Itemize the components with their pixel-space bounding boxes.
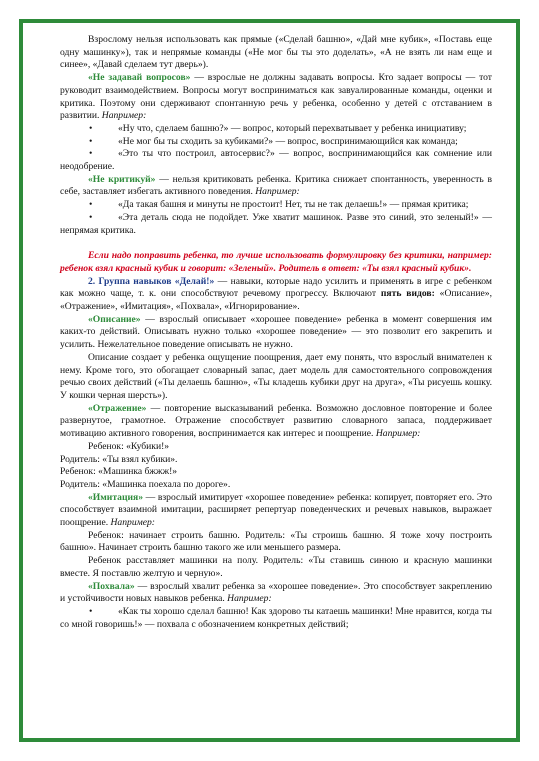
dialog-line: Родитель: «Ты взял кубики».: [60, 453, 178, 465]
heading-reflection: «Отражение»: [88, 402, 147, 414]
heading-imitation: «Имитация»: [88, 491, 143, 503]
heading-no-criticism: «Не критикуй»: [88, 173, 156, 185]
paragraph-imitation: «Имитация» — взрослый имитирует «хорошее поведение» ребенка: копирует, повторяет его. Это способствует взаимной имитации, расширяет репертуар поведенческих и речевых навыков, выражает поощрение. Например:: [60, 491, 492, 529]
list-item: • «Это ты что построил, автосервис?» — вопрос, воспринимающийся как сомнение или неодобрение.: [60, 148, 492, 173]
bullet-icon: •: [89, 211, 93, 223]
heading-praise: «Похвала»: [88, 580, 135, 592]
paragraph-no-questions: «Не задавай вопросов» — взрослые не должны задавать вопросы. Кто задает вопросы — тот руководит взаимодействием. Вопросы могут восприниматься как завуалированные команды, оценки и критика. Поэтому они сдерживают спонтанную речь у ребенка, особенно у детей с отставанием в развитии. Например:: [60, 72, 492, 122]
bullet-icon: •: [89, 199, 93, 211]
heading-no-questions: «Не задавай вопросов»: [88, 72, 191, 84]
paragraph-reflection: «Отражение» — повторение высказываний ребенка. Возможно дословное повторение и более развернутое, грамотное. Отражение способствует развитию словарного запаса, поддерживает мотивацию активного говорения, воспринимается как интерес и поощрение. Например:: [60, 402, 492, 440]
bullet-icon: •: [89, 122, 93, 134]
paragraph-description-2: Описание создает у ребенка ощущение поощрения, дает ему понять, что взрослый внимателен к нему. Кроме того, это обогащает словарный запас, дает модель для самостоятельного сопровождения речью своих действий («Ты делаешь башню», «Ты кладешь кубики друг на друга», «Ты рисуешь кошку. У кошки черная шерсть»).: [60, 351, 492, 401]
paragraph-intro: Взрослому нельзя использовать как прямые («Сделай башню», «Дай мне кубик», «Поставь еще одну машинку»), так и непрямые команды («Не мог бы ты это доделать», «А не взять ли нам еще и синее», «Давай сделаем тут дверь»).: [60, 34, 492, 71]
list-item: • «Не мог бы ты сходить за кубиками?» — вопрос, воспринимающийся как команда;: [89, 135, 458, 147]
paragraph-praise: «Похвала» — взрослый хвалит ребенка за «хорошее поведение». Это способствует закреплению и устойчивости новых навыков ребенка. Например:: [60, 580, 492, 605]
paragraph-imitation-2: Ребенок: начинает строить башню. Родитель: «Ты строишь башню. Я тоже хочу построить башню». Начинает строить башню такого же или меньшего размера.: [60, 529, 492, 554]
list-item: • «Эта деталь сюда не подойдет. Уже хватит машинок. Разве это синий, это зеленый!» — непрямая критика.: [60, 211, 492, 236]
red-note: Если надо поправить ребенка, то лучше использовать формулировку без критики, например: ребенок взял красный кубик и говорит: «Зеленый». Родитель в ответ: «Ты взял красный кубик».: [60, 250, 492, 274]
dialog-line: Ребенок: «Машинка бжжж!»: [60, 466, 178, 478]
paragraph-no-criticism: «Не критикуй» — нельзя критиковать ребенка. Критика снижает спонтанность, уверенность в себе, заставляет избегать активного поведения. Например:: [60, 173, 493, 198]
paragraph-description: «Описание» — взрослый описывает «хорошее поведение» ребенка в момент совершения им каких-то действий. Описывать нужно только «хорошее поведение» — это позволит его закрепить и усилить. Нежелательное поведение описывать не нужно.: [60, 313, 492, 351]
list-item: • «Как ты хорошо сделал башню! Как здорово ты катаешь машинки! Мне нравится, когда ты со мной говоришь!» — похвала с обозначением конкретных действий;: [60, 605, 492, 630]
list-item: • «Да такая башня и минуты не простоит! Нет, ты не так делаешь!» — прямая критика;: [89, 199, 469, 211]
heading-description: «Описание»: [88, 313, 141, 325]
bullet-icon: •: [89, 135, 93, 147]
paragraph-do-group: 2. Группа навыков «Делай!» — навыки, которые надо усилить и применять в игре с ребенком как можно чаще, т. к. они способствуют речевому прогрессу. Включают пять видов: «Описание», «Отражение», «Имитация», «Похвала», «Игнорирование».: [60, 275, 493, 313]
list-item: • «Ну что, сделаем башню?» — вопрос, который перехватывает у ребенка инициативу;: [89, 122, 467, 134]
document-body: [60, 34, 492, 631]
heading-do-group: 2. Группа навыков «Делай!»: [88, 275, 215, 287]
bullet-icon: •: [89, 605, 93, 617]
dialog-line: Родитель: «Машинка поехала по дороге».: [60, 478, 231, 490]
paragraph-imitation-3: Ребенок расставляет машинки на полу. Родитель: «Ты ставишь синюю и красную машинки вместе. Я поставлю желтую и черную».: [60, 555, 492, 579]
bullet-icon: •: [89, 148, 93, 160]
dialog-line: Ребенок: «Кубики!»: [88, 440, 170, 452]
